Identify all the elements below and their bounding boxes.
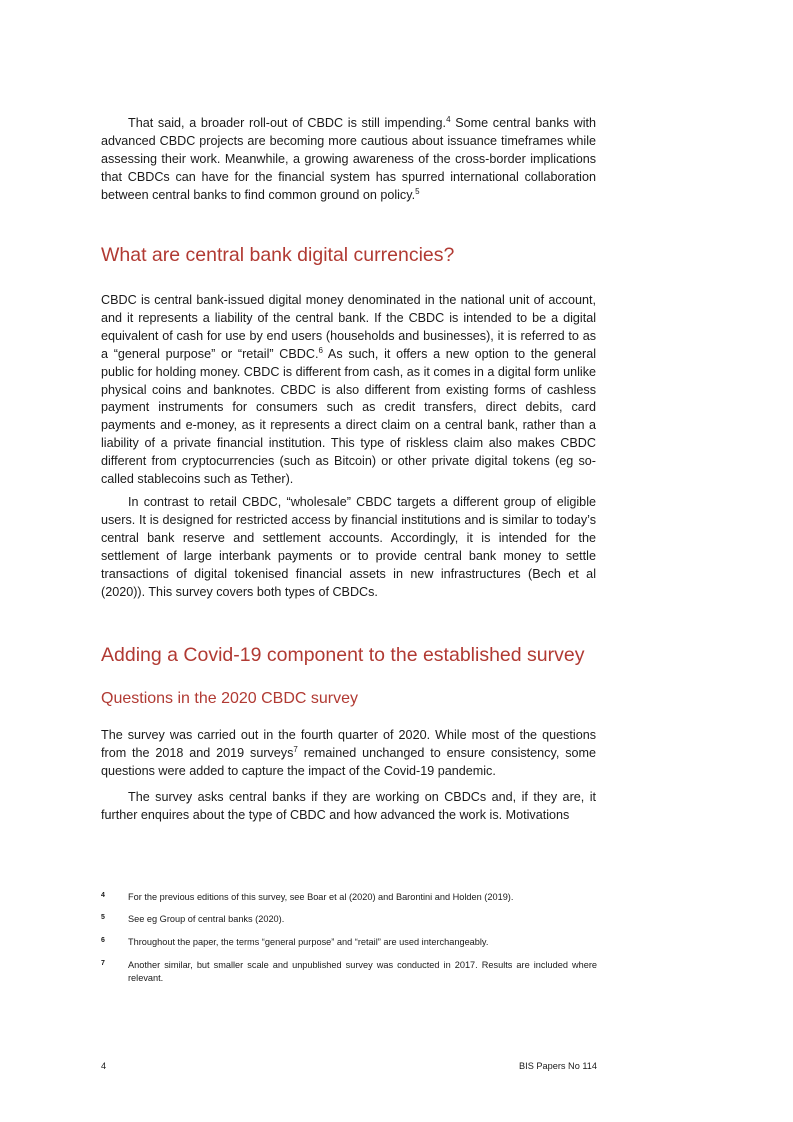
intro-text: Some central banks with advanced CBDC projects are becoming more cautious about issuance timeframes while assessing their work. Meanwhile, a growing awareness of the cross-border implications that CBDCs can have for the financial system has spurred international collaboration between central banks to find common ground on policy. <box>101 116 596 202</box>
intro-paragraph <box>101 115 596 205</box>
footnote-ref-4[interactable]: 4 <box>446 115 451 124</box>
footnote-number: 4 <box>101 892 105 899</box>
cbdc-definition-paragraph <box>101 292 596 489</box>
footnote-5 <box>101 913 597 926</box>
paragraph-text: The survey was carried out in the fourth quarter of 2020. While most of the questions from the 2018 and 2019 surveys <box>101 728 596 760</box>
footnote-number: 5 <box>101 914 105 921</box>
page-number: 4 <box>101 1061 107 1071</box>
footnote-7 <box>101 959 597 986</box>
subsection-heading-questions: Questions in the 2020 CBDC survey <box>101 690 359 707</box>
paragraph-text: CBDC is central bank-issued digital money denominated in the national unit of account, and it represents a liability of the central bank. If the CBDC is intended to be a digital equivalent of cash for use by end users (households and businesses), it is referred to as a “general purpose” or “retail” CBDC. <box>101 293 596 361</box>
publication-name: BIS Papers No 114 <box>519 1061 597 1071</box>
intro-text: That said, a broader roll-out of CBDC is still impending. <box>128 116 447 130</box>
footnote-text: Another similar, but smaller scale and unpublished survey was conducted in 2017. Results are included where relevant. <box>128 960 597 984</box>
footnote-6 <box>101 936 597 949</box>
footnote-text: For the previous editions of this survey, see Boar et al (2020) and Barontini and Holden (2019). <box>128 892 514 902</box>
footnote-text: Throughout the paper, the terms “general purpose” and “retail” are used interchangeably. <box>128 937 489 947</box>
survey-scope-paragraph: The survey asks central banks if they are working on CBDCs and, if they are, it further enquires about the type of CBDC and how advanced the work is. Motivations <box>101 790 596 822</box>
wholesale-cbdc-paragraph: In contrast to retail CBDC, “wholesale” CBDC targets a different group of eligible users. It is designed for restricted access by financial institutions and is similar to today’s central bank reserve and settlement accounts. Accordingly, it is intended for the settlement of large interbank payments or to provide central bank money to settle transactions of digital tokenised financial assets in new infrastructures (Bech et al (2020)). This survey covers both types of CBDCs. <box>101 495 596 599</box>
footnote-ref-5[interactable]: 5 <box>415 186 420 196</box>
footnote-text: See eg Group of central banks (2020). <box>128 914 285 924</box>
footnote-ref-7[interactable]: 7 <box>293 744 298 754</box>
footnote-number: 7 <box>101 960 105 967</box>
section-heading-covid: Adding a Covid-19 component to the established survey <box>101 644 585 666</box>
survey-paragraph <box>101 727 596 781</box>
paragraph-text: remained unchanged to ensure consistency, some questions were added to capture the impact of the Covid-19 pandemic. <box>101 745 596 778</box>
footnote-ref-6[interactable]: 6 <box>318 345 323 355</box>
footnote-number: 6 <box>101 937 105 944</box>
paragraph-text: As such, it offers a new option to the general public for holding money. CBDC is different from cash, as it comes in a digital form unlike physical coins and banknotes. CBDC is also different from existing forms of cashless payment instruments for consumers such as credit transfers, direct debits, card payments and e-money, as it represents a direct claim on a central bank, rather than a liability of a private financial institution. This type of riskless claim also makes CBDC different from cryptocurrencies (such as Bitcoin) or other private digital tokens (eg so-called stablecoins such as Tether). <box>101 346 596 487</box>
footnote-4 <box>101 891 597 904</box>
section-heading-cbdc: What are central bank digital currencies? <box>101 244 455 266</box>
